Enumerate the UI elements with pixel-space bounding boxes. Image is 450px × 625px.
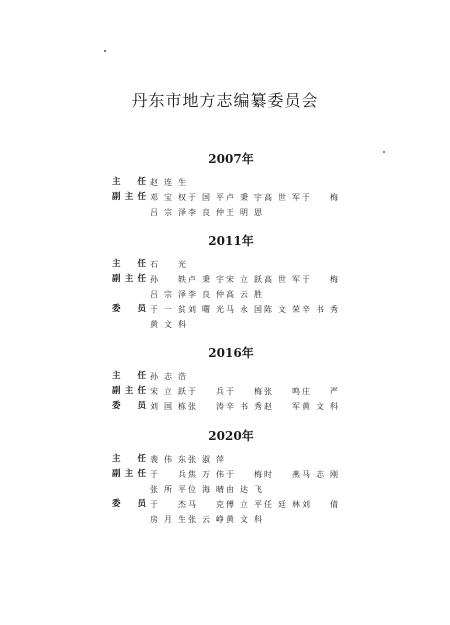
member-names [150, 257, 340, 272]
role-label: 主 任 [112, 371, 146, 381]
page-title: 丹东市地方志编纂委员会 [131, 91, 319, 110]
member-row [0, 302, 450, 317]
member-name: 邓宝权 [150, 193, 186, 202]
member-names [150, 497, 340, 512]
member-name: 焦万伟 [188, 470, 224, 479]
role-label: 主 任 [112, 177, 146, 187]
member-name: 于 梅 [226, 387, 262, 396]
member-row [0, 497, 450, 512]
member-names [150, 190, 340, 205]
member-name: 吕宗泽 [150, 290, 186, 299]
member-row [0, 317, 450, 332]
member-row [0, 175, 450, 190]
role-label: 委 员 [112, 304, 146, 314]
member-row [0, 205, 450, 220]
member-names [150, 384, 340, 399]
member-row [0, 399, 450, 414]
member-names [150, 399, 340, 414]
member-names [150, 482, 340, 497]
member-name: 由达飞 [226, 485, 262, 494]
member-names [150, 272, 340, 287]
member-name: 于国平 [188, 193, 224, 202]
member-names [150, 369, 340, 384]
member-name: 于 兵 [188, 387, 224, 396]
scan-speck [383, 151, 385, 153]
member-row [0, 482, 450, 497]
year-section [0, 344, 450, 414]
member-name: 高世军 [264, 275, 300, 284]
member-name: 于 兵 [150, 470, 186, 479]
member-name: 高世军 [264, 193, 300, 202]
member-name: 卢秉宇 [188, 275, 224, 284]
member-row [0, 467, 450, 482]
member-row [0, 287, 450, 302]
member-name: 张淑萍 [188, 455, 224, 464]
role-label: 副主任 [112, 192, 146, 202]
member-row [0, 257, 450, 272]
member-names [150, 287, 340, 302]
member-name: 黄文科 [150, 320, 186, 329]
member-names [150, 175, 340, 190]
member-name: 李良仲 [188, 208, 224, 217]
member-name: 石 光 [150, 260, 186, 269]
scan-speck [104, 50, 106, 52]
member-name: 傅立平 [226, 500, 262, 509]
member-name: 张 鸣 [264, 387, 300, 396]
role-label: 主 任 [112, 259, 146, 269]
member-names [150, 317, 340, 332]
member-name: 孙志浩 [150, 372, 186, 381]
member-row [0, 452, 450, 467]
member-name: 马 克 [188, 500, 224, 509]
member-names [150, 512, 340, 527]
member-name: 裴伟东 [150, 455, 186, 464]
member-row [0, 369, 450, 384]
year-section [0, 150, 450, 220]
member-name: 房月生 [150, 515, 186, 524]
year-heading: 2007年 [208, 152, 254, 166]
member-name: 王明恩 [226, 208, 262, 217]
member-name: 于 杰 [150, 500, 186, 509]
member-name: 时 燕 [264, 470, 300, 479]
role-label: 副主任 [112, 274, 146, 284]
member-name: 刘曙光 [188, 305, 224, 314]
year-section [0, 427, 450, 527]
member-name: 高云胜 [226, 290, 262, 299]
member-name: 孙 轶 [150, 275, 186, 284]
member-name: 辛书秀 [226, 402, 262, 411]
role-label: 副主任 [112, 469, 146, 479]
year-heading: 2016年 [208, 346, 254, 360]
member-name: 赵连生 [150, 178, 186, 187]
member-name: 刘 倩 [302, 500, 338, 509]
member-name: 宋立跃 [226, 275, 262, 284]
role-label: 委 员 [112, 499, 146, 509]
member-name: 马志刚 [302, 470, 338, 479]
member-name: 庄 严 [302, 387, 338, 396]
member-row [0, 190, 450, 205]
member-name: 赵 军 [264, 402, 300, 411]
member-name: 张云峥 [188, 515, 224, 524]
member-name: 位海晴 [188, 485, 224, 494]
member-row [0, 384, 450, 399]
member-names [150, 302, 340, 317]
member-name: 张所平 [150, 485, 186, 494]
year-heading: 2011年 [208, 234, 254, 248]
member-name: 张 涛 [188, 402, 224, 411]
role-label: 主 任 [112, 454, 146, 464]
member-names [150, 205, 340, 220]
member-name: 于 梅 [302, 193, 338, 202]
member-name: 刘国栋 [150, 402, 186, 411]
member-name: 辛书秀 [302, 305, 338, 314]
role-label: 委 员 [112, 401, 146, 411]
member-name: 宋立跃 [150, 387, 186, 396]
member-name: 李良仲 [188, 290, 224, 299]
member-name: 于 梅 [226, 470, 262, 479]
member-name: 黄文科 [302, 402, 338, 411]
member-name: 吕宗泽 [150, 208, 186, 217]
role-label: 副主任 [112, 386, 146, 396]
member-row [0, 272, 450, 287]
member-names [150, 467, 340, 482]
member-name: 于一贫 [150, 305, 186, 314]
member-row [0, 512, 450, 527]
member-name: 卢秉宇 [226, 193, 262, 202]
member-name: 黄文科 [226, 515, 262, 524]
member-name: 任廷林 [264, 500, 300, 509]
member-name: 马永国 [226, 305, 262, 314]
member-name: 于 梅 [302, 275, 338, 284]
year-section [0, 232, 450, 332]
member-names [150, 452, 340, 467]
member-name: 陈文荣 [264, 305, 300, 314]
year-heading: 2020年 [208, 429, 254, 443]
